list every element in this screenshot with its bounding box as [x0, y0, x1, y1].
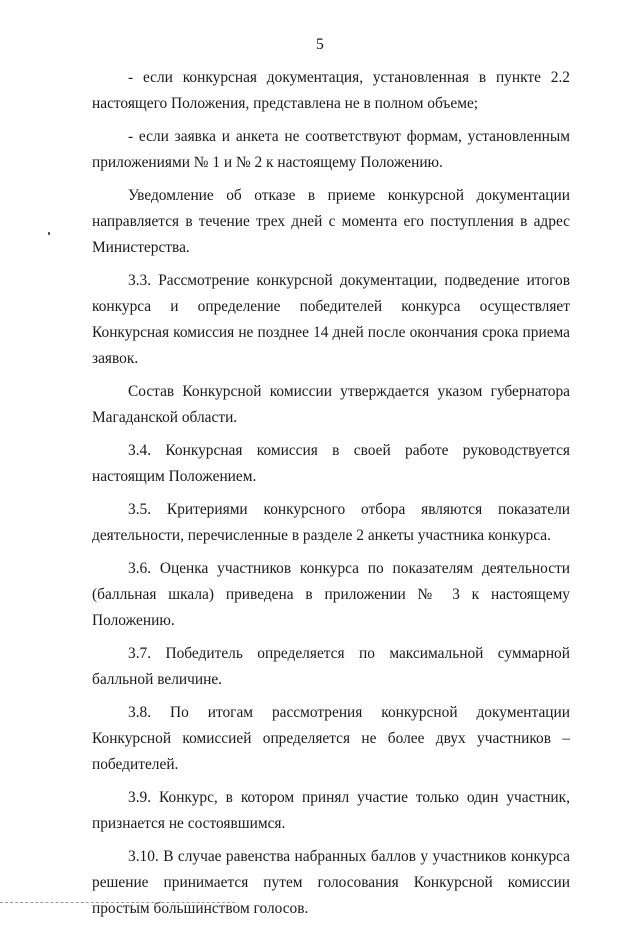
paragraph-3-5: 3.5. Критериями конкурсного отбора являются показатели деятельности, перечисленные в разделе 2 анкеты участника конкурса. [92, 501, 570, 544]
scan-speck [48, 232, 50, 235]
paragraph-refusal-notice: Уведомление об отказе в приеме конкурсной документации направляется в течение трех дней с момента его поступления в адрес Министерства. [92, 187, 570, 256]
paragraph-3-4: 3.4. Конкурсная комиссия в своей работе руководствуется настоящим Положением. [92, 442, 570, 485]
paragraph-3-10: 3.10. В случае равенства набранных баллов у участников конкурса решение принимается путем голосования Конкурсной комиссии простым большинством голосов. [92, 848, 570, 917]
paragraph-3-6: 3.6. Оценка участников конкурса по показателям деятельности (балльная шкала) приведена в приложении № 3 к настоящему Положению. [92, 560, 570, 629]
paragraph-commission-composition: Состав Конкурсной комиссии утверждается указом губернатора Магаданской области. [92, 383, 570, 426]
paragraph-3-3: 3.3. Рассмотрение конкурсной документации, подведение итогов конкурса и определение победителей конкурса осуществляет Конкурсная комиссия не позднее 14 дней после окончания срока приема заявок. [92, 272, 570, 367]
paragraph-incomplete-documentation: - если конкурсная документация, установленная в пункте 2.2 настоящего Положения, представлена не в полном объеме; [92, 69, 570, 112]
paragraph-forms-mismatch: - если заявка и анкета не соответствуют формам, установленным приложениями № 1 и № 2 к настоящему Положению. [92, 128, 570, 171]
document-body [92, 65, 570, 929]
paragraph-3-8: 3.8. По итогам рассмотрения конкурсной документации Конкурсной комиссией определяется не более двух участников – победителей. [92, 704, 570, 773]
page-number: 5 [315, 36, 325, 53]
paragraph-3-7: 3.7. Победитель определяется по максимальной суммарной балльной величине. [92, 645, 570, 688]
paragraph-3-9: 3.9. Конкурс, в котором принял участие только один участник, признается не состоявшимся. [92, 789, 570, 832]
footer-scan-line [0, 902, 235, 903]
